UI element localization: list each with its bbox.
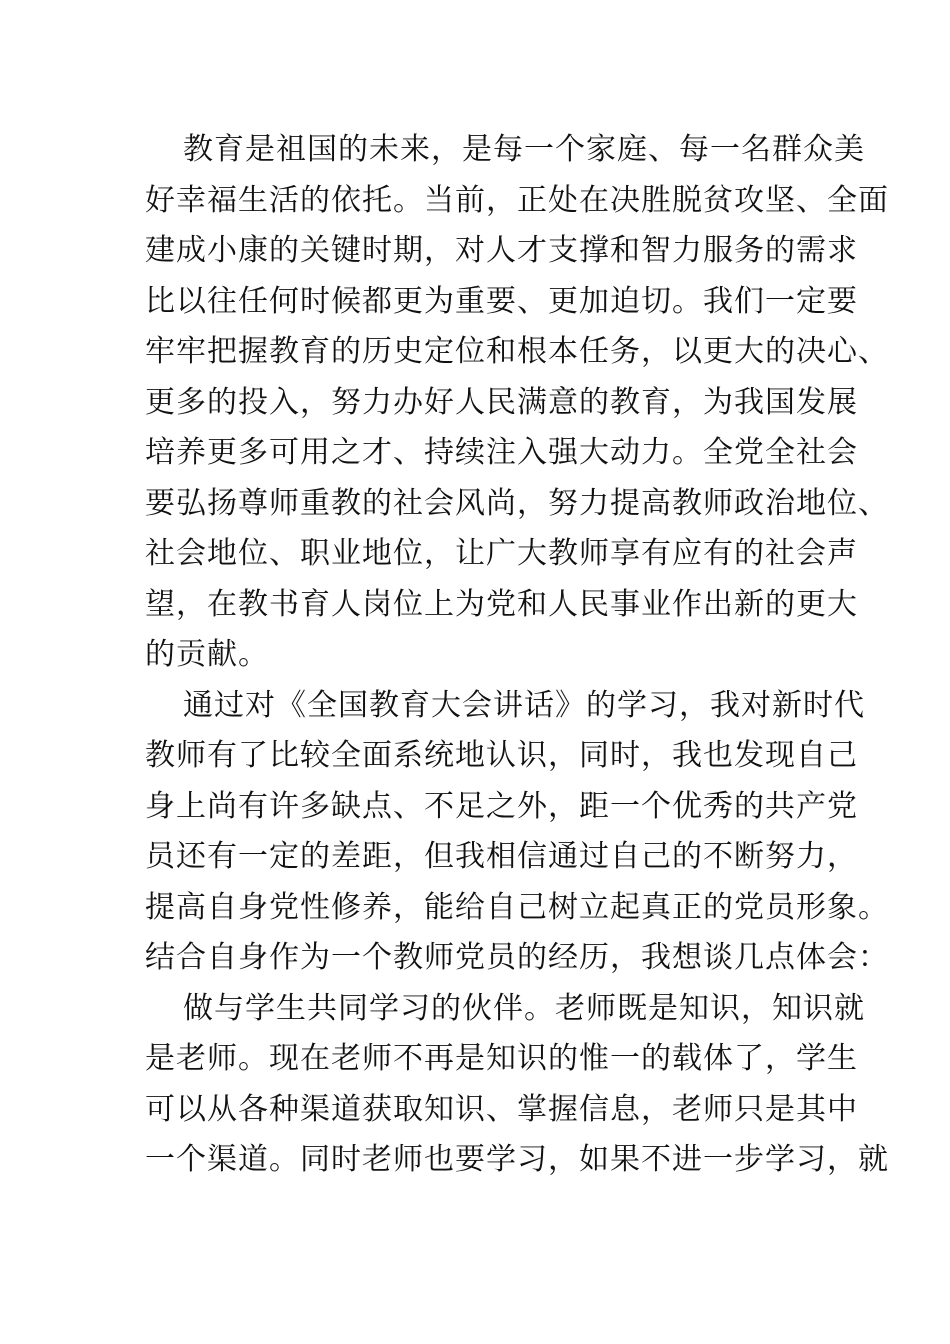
document-body <box>145 125 889 1186</box>
text-line: 教育是祖国的未来，是每一个家庭、每一名群众美 <box>183 132 865 167</box>
text-line: 的贡献。 <box>145 637 269 672</box>
text-line: 更多的投入，努力办好人民满意的教育，为我国发展 <box>145 384 858 420</box>
paragraph-2 <box>145 681 889 984</box>
text-line: 望，在教书育人岗位上为党和人民事业作出新的更大 <box>145 586 858 622</box>
paragraph-3 <box>145 984 889 1186</box>
text-line: 社会地位、职业地位，让广大教师享有应有的社会声 <box>145 536 858 571</box>
text-line: 通过对《全国教育大会讲话》的学习，我对新时代 <box>183 687 865 723</box>
text-line: 一个渠道。同时老师也要学习，如果不进一步学习，就 <box>145 1142 889 1177</box>
text-line: 结合自身作为一个教师党员的经历，我想谈几点体会： <box>145 940 889 975</box>
text-line: 教师有了比较全面系统地认识，同时，我也发现自己 <box>145 738 858 773</box>
text-line: 提高自身党性修养，能给自己树立起真正的党员形象。 <box>145 889 889 925</box>
text-line: 培养更多可用之才、持续注入强大动力。全党全社会 <box>145 435 858 470</box>
text-line: 做与学生共同学习的伙伴。老师既是知识，知识就 <box>183 990 865 1026</box>
text-line: 建成小康的关键时期，对人才支撑和智力服务的需求 <box>145 233 858 268</box>
text-line: 可以从各种渠道获取知识、掌握信息，老师只是其中 <box>145 1091 858 1127</box>
text-line: 比以往任何时候都更为重要、更加迫切。我们一定要 <box>145 283 858 319</box>
text-line: 好幸福生活的依托。当前，正处在决胜脱贫攻坚、全面 <box>145 182 889 218</box>
text-line: 是老师。现在老师不再是知识的惟一的载体了，学生 <box>145 1041 858 1076</box>
paragraph-1 <box>145 125 889 681</box>
text-line: 牢牢把握教育的历史定位和根本任务，以更大的决心、 <box>145 334 889 369</box>
text-line: 要弘扬尊师重教的社会风尚，努力提高教师政治地位、 <box>145 485 889 521</box>
text-line: 员还有一定的差距，但我相信通过自己的不断努力， <box>145 839 858 874</box>
text-line: 身上尚有许多缺点、不足之外，距一个优秀的共产党 <box>145 788 858 824</box>
